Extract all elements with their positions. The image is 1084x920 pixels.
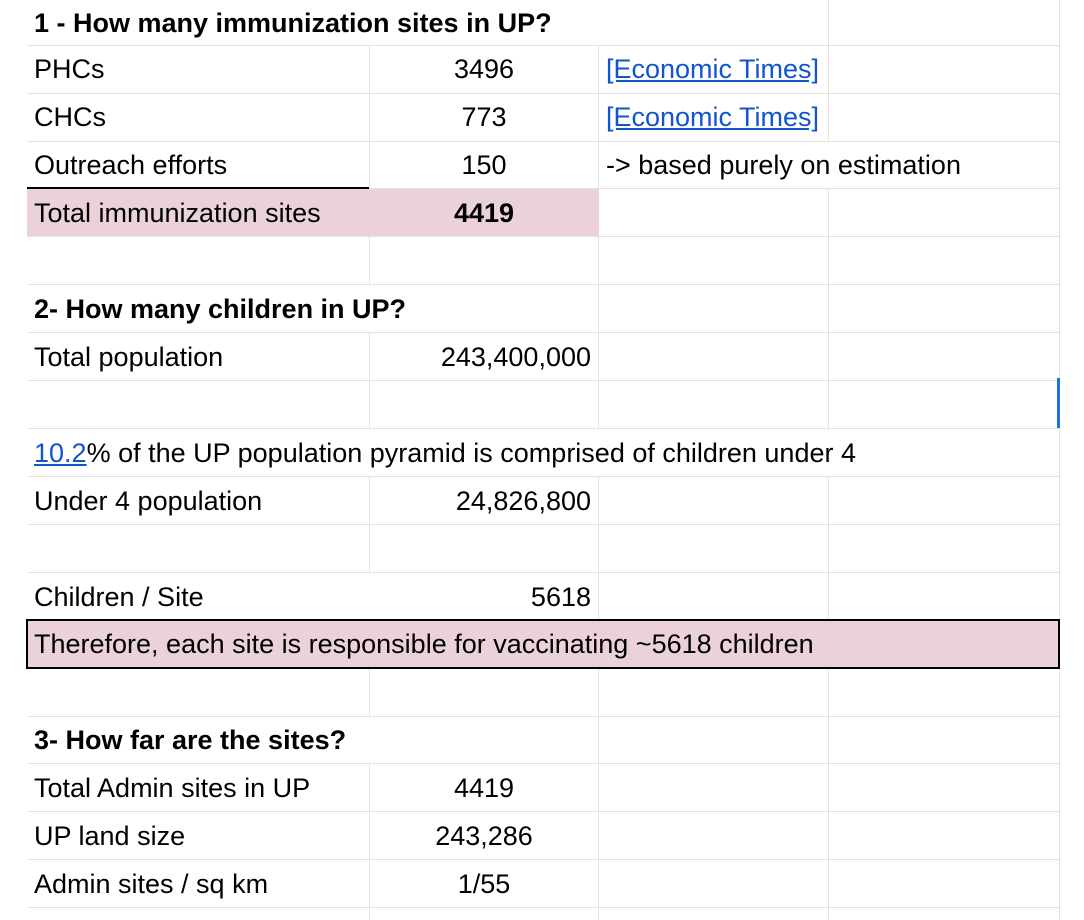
chcs-value[interactable]: 773 xyxy=(461,102,507,132)
chcs-label[interactable]: CHCs xyxy=(34,102,106,132)
section1-title: 1 - How many immunization sites in UP? xyxy=(34,8,552,38)
children-per-site-value[interactable]: 5618 xyxy=(530,582,591,612)
admin-sites-label[interactable]: Total Admin sites in UP xyxy=(34,773,311,803)
population-label[interactable]: Total population xyxy=(34,342,224,372)
phcs-value[interactable]: 3496 xyxy=(453,54,515,84)
children-per-site-label[interactable]: Children / Site xyxy=(34,582,204,612)
under4-value[interactable]: 24,826,800 xyxy=(455,486,591,516)
outreach-note[interactable]: -> based purely on estimation xyxy=(606,150,961,180)
pyramid-percent-link[interactable]: 10.2 xyxy=(34,438,87,468)
pyramid-statement[interactable] xyxy=(34,430,856,476)
phcs-source-link[interactable]: [Economic Times] xyxy=(606,54,820,84)
phcs-label[interactable]: PHCs xyxy=(34,54,105,84)
sites-per-sqkm-value[interactable]: 1/55 xyxy=(457,869,511,899)
total-sites-value[interactable]: 4419 xyxy=(453,198,515,228)
population-value[interactable]: 243,400,000 xyxy=(440,342,591,372)
land-size-value[interactable]: 243,286 xyxy=(435,821,533,851)
pyramid-text: % of the UP population pyramid is comprised of children under 4 xyxy=(86,438,856,468)
sites-per-sqkm-label[interactable]: Admin sites / sq km xyxy=(34,869,269,899)
under4-label[interactable]: Under 4 population xyxy=(34,486,263,516)
chcs-source-link[interactable]: [Economic Times] xyxy=(606,102,820,132)
land-size-label[interactable]: UP land size xyxy=(34,821,186,851)
admin-sites-value[interactable]: 4419 xyxy=(453,773,515,803)
outreach-value[interactable]: 150 xyxy=(461,150,507,180)
section3-title: 3- How far are the sites? xyxy=(34,725,347,755)
selection-cursor xyxy=(1057,378,1060,428)
conclusion-text[interactable]: Therefore, each site is responsible for vaccinating ~5618 children xyxy=(34,629,814,659)
section2-title: 2- How many children in UP? xyxy=(34,294,407,324)
total-sites-label[interactable]: Total immunization sites xyxy=(34,198,321,228)
outreach-label[interactable]: Outreach efforts xyxy=(34,150,228,180)
